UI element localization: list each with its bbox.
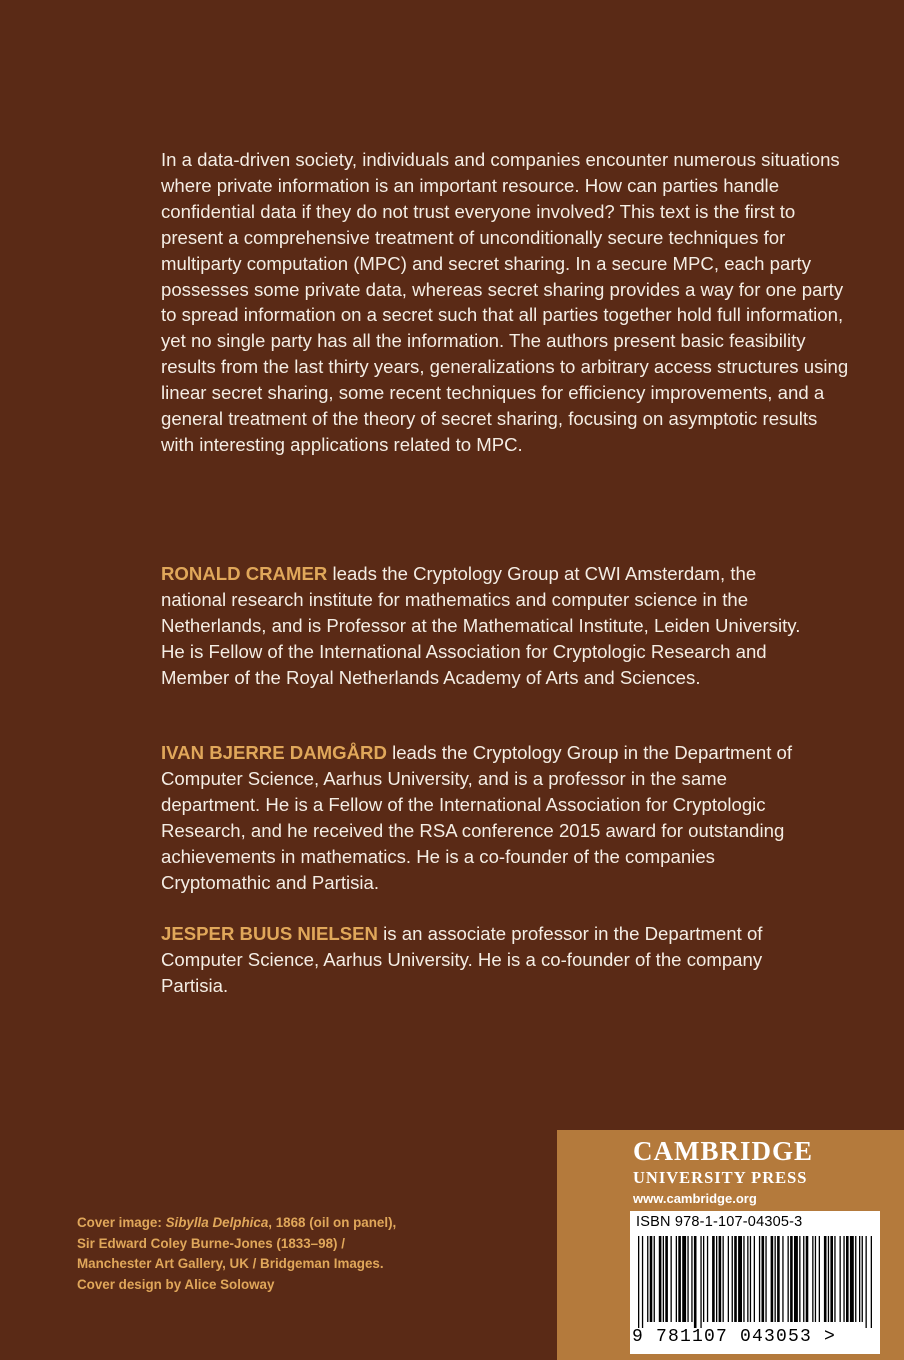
barcode-bar [846, 1236, 849, 1322]
barcode-bar [642, 1236, 643, 1328]
author-bio-text: leads the Cryptology Group at CWI Amsterdam, the national research institute for mathematics and computer science in the Netherlands, and is Professor at the Mathematical Institute, Leiden University. He is Fellow of the International Association for Cryptologic Research and Member of the Royal Netherlands Academy of Arts and Sciences. [161, 563, 801, 688]
barcode-bar [834, 1236, 835, 1322]
barcode-bar [743, 1236, 744, 1322]
barcode-bar [700, 1236, 701, 1328]
artwork-title: Sibylla Delphica [165, 1215, 269, 1230]
barcode-bar [762, 1236, 765, 1322]
barcode-bar [788, 1236, 789, 1322]
barcode-digits: 9 781107 043053 > [632, 1327, 837, 1347]
barcode-bar [871, 1236, 872, 1328]
barcode-bar [775, 1236, 776, 1322]
barcode-bar [687, 1236, 688, 1322]
cover-design-credit: Cover design by Alice Soloway [77, 1277, 275, 1292]
author-bio-nielsen [161, 921, 801, 999]
publisher-url: www.cambridge.org [633, 1191, 757, 1206]
barcode-bar [671, 1236, 672, 1322]
barcode-bar [659, 1236, 662, 1322]
author-name: JESPER BUUS NIELSEN [161, 923, 378, 944]
barcode-bar [738, 1236, 742, 1322]
barcode-bar [828, 1236, 829, 1322]
barcode-bar [859, 1236, 860, 1322]
barcode-bar [694, 1236, 697, 1328]
blurb-paragraph: In a data-driven society, individuals and companies encounter numerous situations where private information is an important resource. How can parties handle confidential data if they do not trust everyone involved? This text is the first to present a comprehensive treatment of unconditionally secure techniques for multiparty computation (MPC) and secret sharing. In a secure MPC, each party possesses some private data, whereas secret sharing provides a way for one party to spread information on a secret such that all parties together hold full information, yet no single party has all the information. The authors present basic feasibility results from the last thirty years, generalizations to arbitrary access structures using linear secret sharing, some recent techniques for efficiency improvements, and a general treatment of the theory of secret sharing, focusing on asymptotic results with interesting applications related to MPC. [161, 149, 849, 455]
barcode-bar [728, 1236, 729, 1322]
barcode-box [630, 1211, 880, 1354]
isbn-label: ISBN 978-1-107-04305-3 [636, 1214, 803, 1230]
barcode-bar [819, 1236, 820, 1322]
barcode-bar [747, 1236, 748, 1322]
barcode-bar [750, 1236, 751, 1322]
barcode-bar [812, 1236, 813, 1322]
author-name: RONALD CRAMER [161, 563, 328, 584]
barcode-bar [799, 1236, 800, 1322]
barcode-bar [691, 1236, 692, 1322]
barcode-bar [665, 1236, 668, 1322]
author-bio-damgard [161, 740, 801, 895]
barcode-bar [682, 1236, 686, 1322]
barcode-bar [850, 1236, 854, 1322]
barcode-bar [782, 1236, 783, 1322]
publisher-logo-subtitle: UNIVERSITY PRESS [633, 1168, 808, 1187]
barcode-bar [777, 1236, 780, 1322]
barcode-bar [678, 1236, 681, 1322]
barcode-icon [638, 1236, 872, 1328]
publisher-panel [557, 1130, 904, 1360]
cover-image-credit: Cover image: Sibylla Delphica, 1868 (oil on panel), Sir Edward Coley Burne-Jones (1833–98) / Manchester Art Gallery, UK / Bridgeman Images. [77, 1215, 397, 1271]
barcode-bar [862, 1236, 863, 1322]
barcode-bar [765, 1236, 766, 1322]
barcode-bar [650, 1236, 653, 1322]
barcode-bar [843, 1236, 844, 1322]
barcode-bar [866, 1236, 867, 1328]
barcode-bar [855, 1236, 856, 1322]
barcode-bar [815, 1236, 816, 1322]
barcode-bar [703, 1236, 704, 1322]
barcode-bar [771, 1236, 774, 1322]
barcode-bar [803, 1236, 804, 1322]
author-bio-cramer [161, 561, 801, 691]
barcode-bar [647, 1236, 648, 1322]
barcode-bar [790, 1236, 793, 1322]
author-bio-text: is an associate professor in the Department of Computer Science, Aarhus University. He is a co-founder of the company Partisia. [161, 923, 763, 996]
author-bio-text: leads the Cryptology Group in the Department of Computer Science, Aarhus University, and is a professor in the same department. He is a Fellow of the International Association for Cryptologic Research, and he received the RSA conference 2015 award for outstanding achievements in mathematics. He is a co-founder of the companies Cryptomathic and Partisia. [161, 742, 793, 893]
barcode-bar [707, 1236, 708, 1322]
barcode-bar [676, 1236, 677, 1322]
barcode-bar [830, 1236, 833, 1322]
author-name: IVAN BJERRE DAMGÅRD [161, 742, 387, 763]
barcode-bar [719, 1236, 722, 1322]
barcode-bar [663, 1236, 664, 1322]
barcode-bar [840, 1236, 841, 1322]
barcode-bar [806, 1236, 809, 1322]
barcode-bar [712, 1236, 715, 1322]
barcode-bar [732, 1236, 733, 1322]
barcode-bar [824, 1236, 827, 1322]
barcode-bar [794, 1236, 798, 1322]
barcode-bar [734, 1236, 737, 1322]
barcode-bar [638, 1236, 639, 1328]
publisher-logo-name: CAMBRIDGE [633, 1136, 814, 1166]
barcode-bar [723, 1236, 724, 1322]
barcode-bar [654, 1236, 655, 1322]
barcode-bar [754, 1236, 755, 1322]
barcode-bar [759, 1236, 760, 1322]
barcode-bar [716, 1236, 717, 1322]
